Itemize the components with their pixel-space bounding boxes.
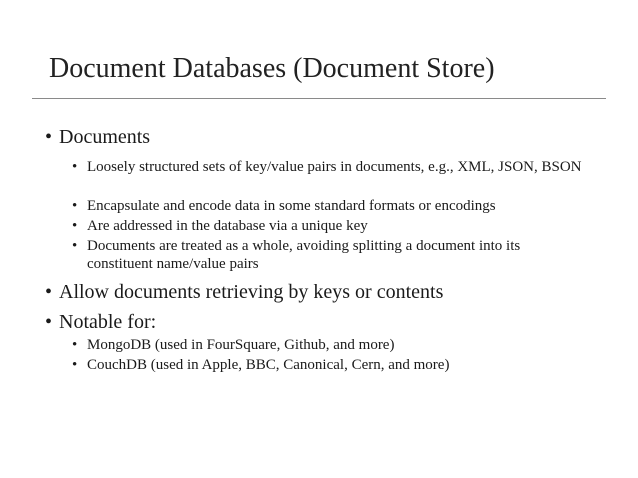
bullet-text: Notable for: — [59, 311, 157, 333]
sub-bullet-text: Encapsulate and encode data in some standard formats or encodings — [87, 198, 496, 214]
sub-bullet-text: Are addressed in the database via a unique key — [87, 218, 368, 234]
sub-bullet-dot: • — [72, 159, 78, 175]
sub-bullet-text: Loosely structured sets of key/value pairs in documents, e.g., XML, JSON, BSON — [87, 159, 582, 175]
sub-bullet-text: MongoDB (used in FourSquare, Github, and more) — [87, 337, 395, 353]
sub-bullet-dot: • — [72, 198, 78, 214]
sub-bullet-text: Documents are treated as a whole, avoiding splitting a document into its constituent name/value pairs — [87, 238, 521, 272]
sub-bullet-dot: • — [72, 357, 78, 373]
bullet-dot: • — [45, 126, 53, 148]
slide-title: Document Databases (Document Store) — [49, 53, 495, 84]
sub-bullet-dot: • — [72, 238, 78, 254]
bullet-text: Allow documents retrieving by keys or contents — [59, 281, 444, 303]
title-divider — [32, 98, 606, 99]
bullet-dot: • — [45, 281, 53, 303]
sub-bullet-dot: • — [72, 218, 78, 234]
bullet-dot: • — [45, 311, 53, 333]
sub-bullet-text: CouchDB (used in Apple, BBC, Canonical, Cern, and more) — [87, 357, 450, 373]
sub-bullet-dot: • — [72, 337, 78, 353]
bullet-text: Documents — [59, 126, 151, 148]
